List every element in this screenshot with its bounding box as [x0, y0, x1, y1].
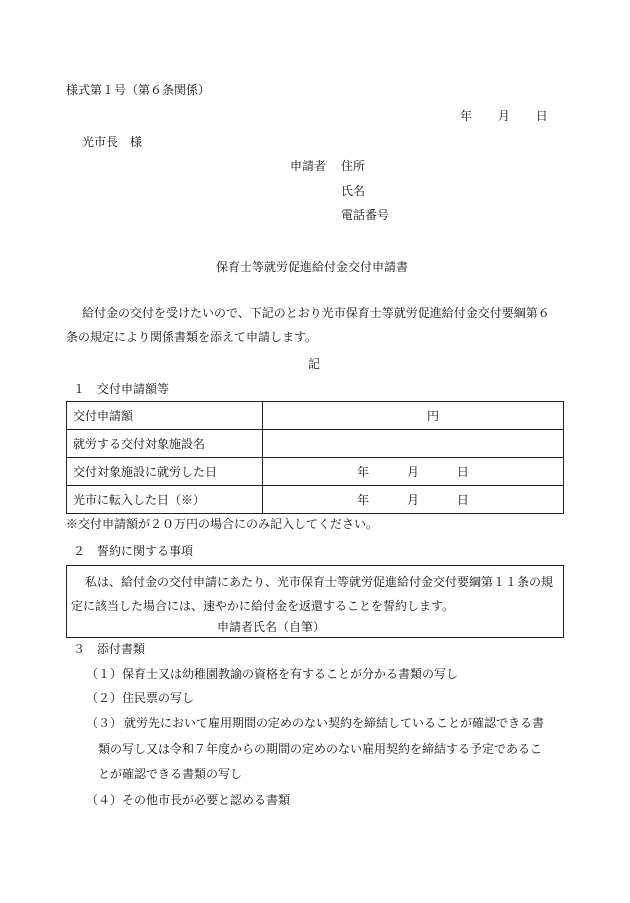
document-title: 保育士等就労促進給付金交付申請書 [216, 260, 409, 274]
date-month: 月 [497, 109, 510, 123]
attachment-3-text: 就労先において雇用期間の定めのない契約を締結していることが確認できる書 [124, 716, 545, 730]
intro-line-1: 給付金の交付を受けたいので、下記のとおり光市保育士等就労促進給付金交付要綱第６ [82, 306, 550, 320]
intro-line-2: 条の規定により関係書類を添えて申請します。 [66, 330, 318, 344]
table-row [67, 486, 564, 514]
employment-date-cell[interactable] [263, 458, 564, 486]
attachment-1-no: （１） [86, 667, 123, 681]
yen-unit: 円 [426, 408, 439, 423]
row-label: 光市に転入した日（※） [67, 486, 263, 514]
attachment-4-no: （４） [86, 793, 123, 807]
section1-heading: １ 交付申請額等 [73, 382, 170, 396]
applicant-name-label: 氏名 [341, 184, 366, 198]
month-unit: 月 [406, 464, 419, 479]
table-row [67, 430, 564, 458]
year-unit: 年 [357, 492, 370, 507]
applicant-address-label: 住所 [341, 159, 366, 173]
amount-cell[interactable] [263, 402, 564, 430]
row-label: 交付申請額 [67, 402, 263, 430]
date-day: 日 [535, 109, 548, 123]
row-label: 就労する交付対象施設名 [67, 430, 263, 458]
addressee: 光市長 様 [82, 135, 143, 149]
section3-heading: ３ 添付書類 [73, 642, 146, 656]
date-line [460, 110, 548, 122]
application-table [66, 401, 564, 514]
attachment-3-cont-1: 類の写し又は令和７年度からの期間の定めのない雇用契約を締結する予定であるこ [98, 742, 543, 756]
row-label: 交付対象施設に就労した日 [67, 458, 263, 486]
attachment-1-text: 保育士又は幼稚園教諭の資格を有することが分かる書類の写し [122, 667, 459, 681]
pledge-line-2: 定に該当した場合には、速やかに給付金を返還することを誓約します。 [71, 599, 455, 613]
table-row [67, 402, 564, 430]
form-number: 様式第１号（第６条関係） [66, 83, 211, 97]
table-row [67, 458, 564, 486]
year-unit: 年 [357, 464, 370, 479]
attachment-2-no: （２） [86, 691, 123, 705]
signature-label: 申請者氏名（自筆） [217, 620, 326, 634]
month-unit: 月 [406, 492, 419, 507]
facility-name-cell[interactable] [263, 430, 564, 458]
section2-heading: ２ 誓約に関する事項 [73, 544, 194, 558]
attachment-2-text: 住民票の写し [122, 691, 195, 705]
day-unit: 日 [456, 492, 469, 507]
table-note: ※交付申請額が２０万円の場合にのみ記入してください。 [66, 517, 379, 531]
pledge-line-1: 私は、給付金の交付申請にあたり、光市保育士等就労促進給付金交付要綱第１１条の規 [85, 575, 554, 589]
applicant-phone-label: 電話番号 [341, 208, 390, 222]
attachment-3-no: （３） [86, 716, 123, 730]
attachment-4-text: その他市長が必要と認める書類 [122, 793, 291, 807]
ki-heading: 記 [308, 357, 321, 371]
pledge-box [66, 565, 564, 638]
attachment-3-cont-2: とが確認できる書類の写し [98, 767, 243, 781]
move-in-date-cell[interactable] [263, 486, 564, 514]
applicant-label: 申請者 [290, 159, 327, 173]
day-unit: 日 [456, 464, 469, 479]
date-year: 年 [460, 109, 473, 123]
